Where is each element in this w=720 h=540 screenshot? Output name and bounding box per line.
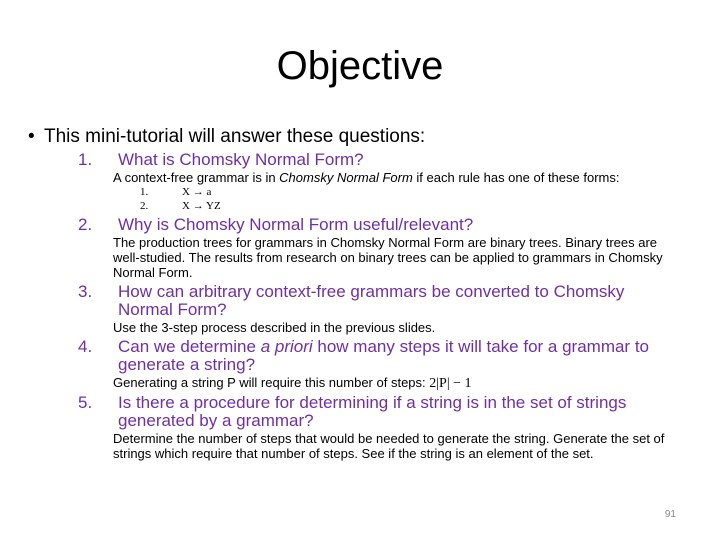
rule-text: X → YZ (182, 200, 221, 212)
answer-text: Generating a string P will require this number of steps: (113, 375, 430, 390)
question-5 (78, 393, 680, 430)
question-number: 1. (78, 150, 93, 169)
answer-4 (113, 375, 680, 391)
page-number: 91 (664, 509, 676, 520)
rule-1 (142, 185, 680, 199)
rule-number: 1. (140, 186, 149, 198)
question-text: how many steps it will take for a grammar to generate a string? (118, 337, 649, 374)
question-2 (78, 215, 680, 234)
question-4 (78, 337, 680, 374)
answer-2: The production trees for grammars in Chomsky Normal Form are binary trees. Binary trees are well-studied. The results from research on binary trees can be applied to grammars in Chomsky Normal Form. (113, 235, 663, 280)
question-1 (78, 150, 680, 169)
question-emphasis: a priori (260, 337, 313, 356)
question-number: 5. (78, 393, 93, 412)
question-text: Is there a procedure for determining if a string is in the set of strings generated by a grammar? (118, 393, 627, 430)
answer-5: Determine the number of steps that would be needed to generate the string. Generate the set of strings which require that number of steps. See if the string is an element of the set. (113, 431, 665, 461)
intro-bullet: • This mini-tutorial will answer these questions: (40, 126, 680, 148)
question-number: 4. (78, 337, 93, 356)
answer-1 (113, 170, 680, 185)
question-text: What is Chomsky Normal Form? (118, 150, 364, 169)
step-formula: 2|P| − 1 (429, 376, 472, 391)
rule-number: 2. (140, 200, 149, 212)
question-text: Can we determine (118, 337, 261, 356)
slide-body (40, 126, 680, 461)
answer-text: if each rule has one of these forms: (412, 170, 620, 185)
answer-text: A context-free grammar is in (113, 170, 280, 185)
question-number: 2. (78, 215, 93, 234)
question-3 (78, 282, 680, 319)
rule-2 (142, 199, 680, 213)
question-text: Why is Chomsky Normal Form useful/relevant? (118, 215, 474, 234)
rule-text: X → a (182, 186, 212, 198)
slide-title: Objective (276, 44, 444, 88)
answer-3: Use the 3-step process described in the previous slides. (113, 320, 436, 335)
question-number: 3. (78, 282, 93, 301)
question-text: How can arbitrary context-free grammars be converted to Chomsky Normal Form? (118, 282, 625, 319)
answer-emphasis: Chomsky Normal Form (279, 170, 413, 185)
